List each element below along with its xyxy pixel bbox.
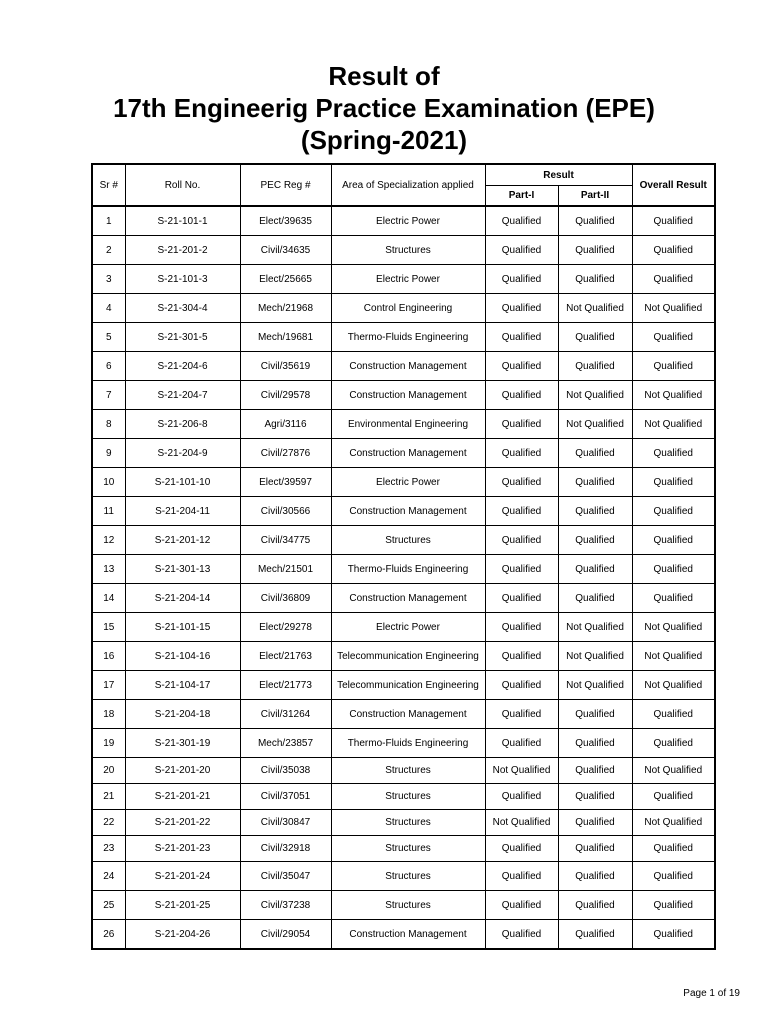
cell-part-2: Qualified	[558, 810, 632, 836]
cell-overall-result: Qualified	[632, 729, 715, 758]
cell-sr: 12	[92, 526, 125, 555]
cell-overall-result: Qualified	[632, 836, 715, 862]
cell-part-2: Qualified	[558, 784, 632, 810]
cell-overall-result: Not Qualified	[632, 613, 715, 642]
cell-part-2: Qualified	[558, 758, 632, 784]
table-row	[92, 265, 715, 294]
cell-part-1: Qualified	[485, 410, 558, 439]
table-row	[92, 381, 715, 410]
cell-part-2: Not Qualified	[558, 410, 632, 439]
cell-part-2: Qualified	[558, 352, 632, 381]
cell-part-2: Qualified	[558, 700, 632, 729]
cell-area: Electric Power	[331, 468, 485, 497]
cell-part-2: Not Qualified	[558, 381, 632, 410]
cell-roll-no: S-21-204-7	[125, 381, 240, 410]
cell-part-1: Not Qualified	[485, 810, 558, 836]
cell-roll-no: S-21-301-19	[125, 729, 240, 758]
cell-pec-reg: Civil/27876	[240, 439, 331, 468]
table-row	[92, 555, 715, 584]
table-row	[92, 671, 715, 700]
table-row	[92, 758, 715, 784]
cell-part-2: Qualified	[558, 920, 632, 950]
cell-part-1: Qualified	[485, 294, 558, 323]
cell-sr: 1	[92, 206, 125, 236]
cell-area: Telecommunication Engineering	[331, 642, 485, 671]
cell-part-2: Not Qualified	[558, 642, 632, 671]
table-row	[92, 584, 715, 613]
cell-area: Structures	[331, 784, 485, 810]
title-line-2: 17th Engineerig Practice Examination (EPE)	[113, 93, 655, 123]
cell-sr: 5	[92, 323, 125, 352]
cell-pec-reg: Civil/35619	[240, 352, 331, 381]
table-row	[92, 468, 715, 497]
cell-pec-reg: Mech/21501	[240, 555, 331, 584]
cell-sr: 6	[92, 352, 125, 381]
cell-roll-no: S-21-201-24	[125, 862, 240, 891]
cell-pec-reg: Mech/21968	[240, 294, 331, 323]
table-row	[92, 323, 715, 352]
cell-part-1: Qualified	[485, 206, 558, 236]
cell-area: Thermo-Fluids Engineering	[331, 323, 485, 352]
cell-sr: 20	[92, 758, 125, 784]
cell-sr: 4	[92, 294, 125, 323]
cell-pec-reg: Civil/35047	[240, 862, 331, 891]
header-part-1: Part-I	[485, 186, 558, 207]
table-row	[92, 920, 715, 950]
cell-sr: 19	[92, 729, 125, 758]
cell-pec-reg: Elect/25665	[240, 265, 331, 294]
title-line-3: (Spring-2021)	[300, 125, 468, 155]
cell-area: Environmental Engineering	[331, 410, 485, 439]
cell-sr: 14	[92, 584, 125, 613]
cell-sr: 21	[92, 784, 125, 810]
table-row	[92, 891, 715, 920]
table-row	[92, 497, 715, 526]
table-row	[92, 613, 715, 642]
cell-roll-no: S-21-301-5	[125, 323, 240, 352]
table-row	[92, 206, 715, 236]
table-row	[92, 642, 715, 671]
cell-part-2: Qualified	[558, 526, 632, 555]
cell-overall-result: Qualified	[632, 206, 715, 236]
cell-part-2: Qualified	[558, 206, 632, 236]
cell-part-1: Qualified	[485, 323, 558, 352]
cell-roll-no: S-21-304-4	[125, 294, 240, 323]
title-line-1: Result of	[328, 61, 440, 91]
cell-pec-reg: Elect/29278	[240, 613, 331, 642]
cell-part-1: Qualified	[485, 555, 558, 584]
page-number: Page 1 of 19	[683, 988, 740, 999]
header-pec-reg: PEC Reg #	[240, 164, 331, 206]
cell-roll-no: S-21-201-25	[125, 891, 240, 920]
cell-overall-result: Qualified	[632, 920, 715, 950]
cell-part-1: Qualified	[485, 862, 558, 891]
cell-part-2: Qualified	[558, 862, 632, 891]
cell-pec-reg: Civil/31264	[240, 700, 331, 729]
cell-part-2: Qualified	[558, 555, 632, 584]
table-row	[92, 729, 715, 758]
cell-overall-result: Not Qualified	[632, 671, 715, 700]
cell-sr: 11	[92, 497, 125, 526]
table-row	[92, 810, 715, 836]
cell-overall-result: Not Qualified	[632, 758, 715, 784]
cell-roll-no: S-21-101-15	[125, 613, 240, 642]
cell-overall-result: Qualified	[632, 555, 715, 584]
cell-area: Electric Power	[331, 613, 485, 642]
table-row	[92, 836, 715, 862]
cell-part-1: Qualified	[485, 352, 558, 381]
cell-pec-reg: Agri/3116	[240, 410, 331, 439]
cell-area: Construction Management	[331, 497, 485, 526]
cell-area: Construction Management	[331, 700, 485, 729]
cell-sr: 22	[92, 810, 125, 836]
cell-part-1: Qualified	[485, 729, 558, 758]
cell-pec-reg: Civil/30847	[240, 810, 331, 836]
cell-area: Telecommunication Engineering	[331, 671, 485, 700]
cell-sr: 13	[92, 555, 125, 584]
cell-roll-no: S-21-204-11	[125, 497, 240, 526]
cell-pec-reg: Mech/19681	[240, 323, 331, 352]
cell-part-1: Qualified	[485, 920, 558, 950]
cell-roll-no: S-21-201-22	[125, 810, 240, 836]
cell-part-2: Qualified	[558, 729, 632, 758]
cell-overall-result: Qualified	[632, 891, 715, 920]
cell-overall-result: Qualified	[632, 265, 715, 294]
cell-part-1: Qualified	[485, 671, 558, 700]
cell-roll-no: S-21-206-8	[125, 410, 240, 439]
cell-roll-no: S-21-201-21	[125, 784, 240, 810]
cell-part-2: Not Qualified	[558, 613, 632, 642]
cell-area: Structures	[331, 526, 485, 555]
cell-area: Structures	[331, 891, 485, 920]
cell-overall-result: Not Qualified	[632, 810, 715, 836]
cell-pec-reg: Elect/21773	[240, 671, 331, 700]
cell-pec-reg: Civil/34635	[240, 236, 331, 265]
cell-area: Structures	[331, 810, 485, 836]
table-row	[92, 862, 715, 891]
cell-sr: 15	[92, 613, 125, 642]
cell-pec-reg: Civil/35038	[240, 758, 331, 784]
cell-overall-result: Qualified	[632, 236, 715, 265]
cell-part-2: Qualified	[558, 236, 632, 265]
cell-overall-result: Not Qualified	[632, 410, 715, 439]
cell-sr: 2	[92, 236, 125, 265]
cell-sr: 25	[92, 891, 125, 920]
cell-area: Structures	[331, 758, 485, 784]
cell-roll-no: S-21-104-16	[125, 642, 240, 671]
cell-part-1: Qualified	[485, 700, 558, 729]
cell-part-2: Qualified	[558, 836, 632, 862]
cell-overall-result: Qualified	[632, 352, 715, 381]
document-title	[0, 60, 768, 156]
cell-part-1: Qualified	[485, 891, 558, 920]
cell-part-1: Qualified	[485, 236, 558, 265]
cell-roll-no: S-21-204-26	[125, 920, 240, 950]
cell-part-1: Qualified	[485, 784, 558, 810]
cell-sr: 17	[92, 671, 125, 700]
cell-part-2: Qualified	[558, 323, 632, 352]
cell-overall-result: Qualified	[632, 439, 715, 468]
table-row	[92, 352, 715, 381]
results-table-body	[92, 206, 715, 949]
header-roll-no: Roll No.	[125, 164, 240, 206]
cell-pec-reg: Civil/29054	[240, 920, 331, 950]
cell-pec-reg: Civil/36809	[240, 584, 331, 613]
cell-pec-reg: Civil/29578	[240, 381, 331, 410]
results-table-header	[92, 164, 715, 206]
cell-part-2: Qualified	[558, 265, 632, 294]
cell-pec-reg: Civil/37238	[240, 891, 331, 920]
cell-roll-no: S-21-104-17	[125, 671, 240, 700]
cell-overall-result: Qualified	[632, 497, 715, 526]
cell-area: Electric Power	[331, 265, 485, 294]
cell-overall-result: Not Qualified	[632, 294, 715, 323]
cell-area: Thermo-Fluids Engineering	[331, 555, 485, 584]
cell-pec-reg: Civil/34775	[240, 526, 331, 555]
cell-part-2: Qualified	[558, 497, 632, 526]
cell-roll-no: S-21-101-1	[125, 206, 240, 236]
cell-overall-result: Not Qualified	[632, 642, 715, 671]
header-overall-result: Overall Result	[632, 164, 715, 206]
cell-sr: 26	[92, 920, 125, 950]
cell-area: Construction Management	[331, 439, 485, 468]
cell-sr: 24	[92, 862, 125, 891]
cell-sr: 23	[92, 836, 125, 862]
cell-sr: 8	[92, 410, 125, 439]
cell-part-2: Not Qualified	[558, 671, 632, 700]
cell-part-1: Qualified	[485, 265, 558, 294]
cell-part-1: Qualified	[485, 836, 558, 862]
header-area-of-specialization: Area of Specialization applied	[331, 164, 485, 206]
cell-part-2: Qualified	[558, 584, 632, 613]
cell-overall-result: Not Qualified	[632, 381, 715, 410]
cell-roll-no: S-21-204-6	[125, 352, 240, 381]
cell-overall-result: Qualified	[632, 784, 715, 810]
cell-pec-reg: Mech/23857	[240, 729, 331, 758]
cell-roll-no: S-21-201-2	[125, 236, 240, 265]
cell-part-1: Qualified	[485, 642, 558, 671]
cell-area: Construction Management	[331, 584, 485, 613]
cell-roll-no: S-21-204-18	[125, 700, 240, 729]
cell-pec-reg: Elect/39635	[240, 206, 331, 236]
cell-roll-no: S-21-201-12	[125, 526, 240, 555]
cell-sr: 16	[92, 642, 125, 671]
cell-roll-no: S-21-201-23	[125, 836, 240, 862]
cell-roll-no: S-21-101-10	[125, 468, 240, 497]
cell-part-1: Qualified	[485, 526, 558, 555]
cell-area: Construction Management	[331, 381, 485, 410]
cell-area: Construction Management	[331, 920, 485, 950]
cell-overall-result: Qualified	[632, 862, 715, 891]
header-part-2: Part-II	[558, 186, 632, 207]
cell-area: Thermo-Fluids Engineering	[331, 729, 485, 758]
cell-part-1: Qualified	[485, 468, 558, 497]
cell-roll-no: S-21-201-20	[125, 758, 240, 784]
cell-sr: 18	[92, 700, 125, 729]
table-row	[92, 410, 715, 439]
cell-part-1: Qualified	[485, 584, 558, 613]
cell-area: Construction Management	[331, 352, 485, 381]
cell-overall-result: Qualified	[632, 323, 715, 352]
cell-area: Structures	[331, 862, 485, 891]
cell-part-1: Qualified	[485, 613, 558, 642]
cell-area: Control Engineering	[331, 294, 485, 323]
cell-overall-result: Qualified	[632, 584, 715, 613]
cell-part-1: Not Qualified	[485, 758, 558, 784]
cell-roll-no: S-21-301-13	[125, 555, 240, 584]
cell-part-2: Not Qualified	[558, 294, 632, 323]
header-result: Result	[485, 164, 632, 186]
cell-sr: 7	[92, 381, 125, 410]
results-table	[91, 163, 716, 950]
cell-roll-no: S-21-204-14	[125, 584, 240, 613]
cell-area: Structures	[331, 236, 485, 265]
cell-part-1: Qualified	[485, 497, 558, 526]
cell-sr: 10	[92, 468, 125, 497]
cell-pec-reg: Civil/30566	[240, 497, 331, 526]
cell-overall-result: Qualified	[632, 700, 715, 729]
cell-part-1: Qualified	[485, 439, 558, 468]
cell-part-1: Qualified	[485, 381, 558, 410]
cell-sr: 9	[92, 439, 125, 468]
cell-overall-result: Qualified	[632, 526, 715, 555]
cell-sr: 3	[92, 265, 125, 294]
cell-pec-reg: Elect/21763	[240, 642, 331, 671]
cell-roll-no: S-21-204-9	[125, 439, 240, 468]
cell-area: Structures	[331, 836, 485, 862]
table-row	[92, 236, 715, 265]
table-row	[92, 439, 715, 468]
cell-part-2: Qualified	[558, 439, 632, 468]
cell-pec-reg: Elect/39597	[240, 468, 331, 497]
cell-pec-reg: Civil/37051	[240, 784, 331, 810]
cell-area: Electric Power	[331, 206, 485, 236]
header-sr: Sr #	[92, 164, 125, 206]
cell-roll-no: S-21-101-3	[125, 265, 240, 294]
cell-overall-result: Qualified	[632, 468, 715, 497]
table-row	[92, 700, 715, 729]
table-row	[92, 784, 715, 810]
table-row	[92, 294, 715, 323]
table-row	[92, 526, 715, 555]
cell-part-2: Qualified	[558, 468, 632, 497]
cell-pec-reg: Civil/32918	[240, 836, 331, 862]
cell-part-2: Qualified	[558, 891, 632, 920]
